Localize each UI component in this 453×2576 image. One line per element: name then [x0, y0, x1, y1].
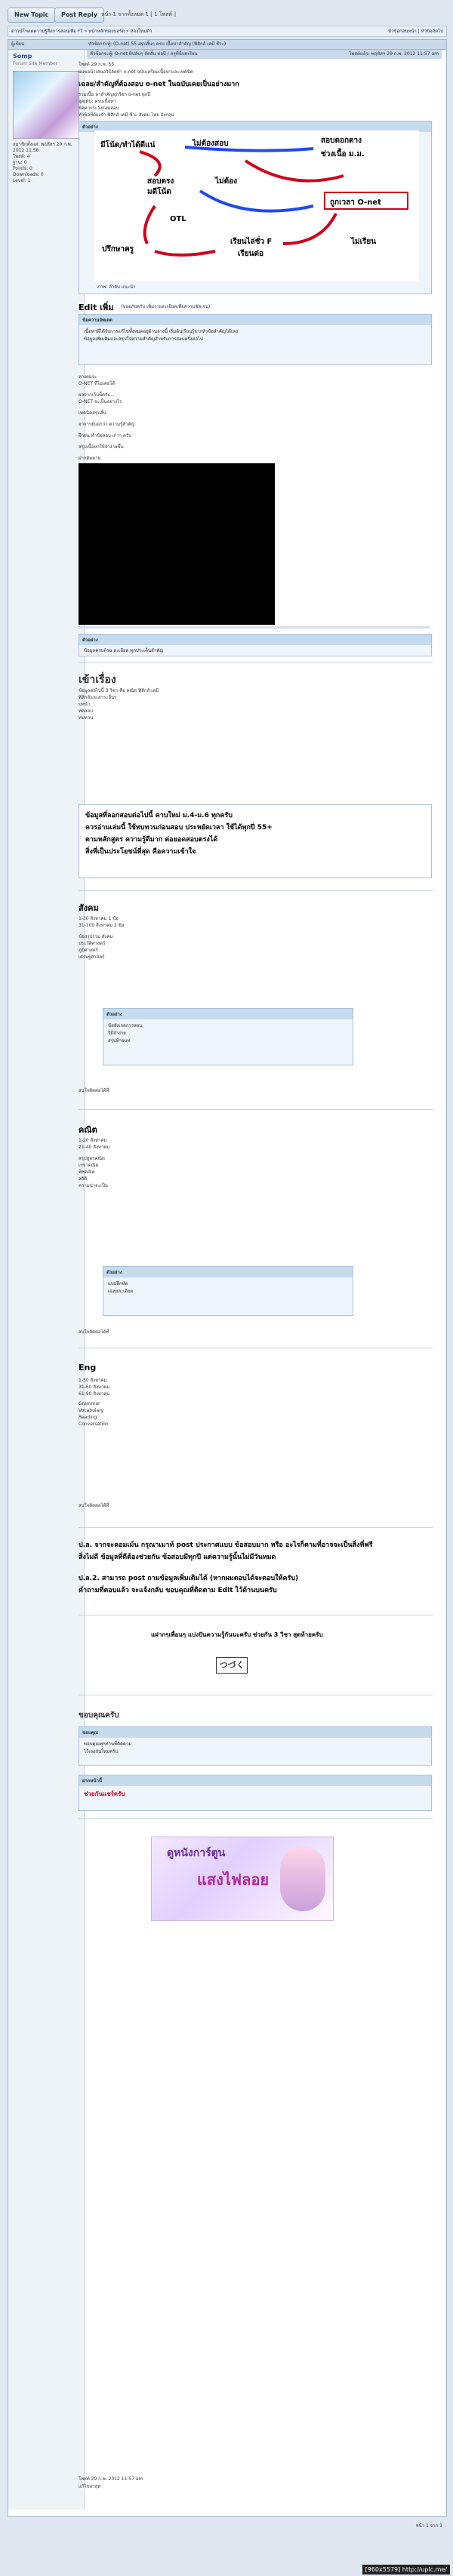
- s3-line-7: Conversation: [79, 1422, 109, 1427]
- flow-diagram-svg: [94, 131, 419, 281]
- hl-line-1: ข้อมูลต่อไปนี้ 3 วิชา คือ คณิต ฟิสิกส์ เคมี: [79, 688, 159, 693]
- intro-line: โพสต์ 29 ก.พ. 55: [79, 62, 115, 67]
- arrow-red-2: [245, 161, 344, 181]
- diagram-box-title: ตัวอย่าง: [79, 121, 431, 132]
- continue-badge: つづく: [216, 1657, 248, 1674]
- diagram-text-4: ช่วงเนื้อ ม.ม.: [321, 150, 365, 158]
- diagram-text-13: OTL: [170, 215, 186, 223]
- flow-diagram: [94, 131, 419, 281]
- post-reply-button[interactable]: Post Reply: [54, 8, 104, 23]
- section-1-box: [103, 1008, 353, 1065]
- s1-line-2: 31-100 สิงหาคม 2 ข้อ: [79, 923, 125, 928]
- s3-line-1: 1-30 สิงหาคม: [79, 1378, 107, 1383]
- arrow-red-3: [145, 206, 155, 244]
- subject-bar-text: หัวข้อกระทู้: O-net ทิปลับๆ ลัดสั้น ต่อปี / ครูที่นี่บทเรียน: [90, 51, 198, 57]
- special-box: [79, 804, 432, 878]
- hl-line-2: ฟิสิกส์และสาระอื่นๆ: [79, 695, 117, 700]
- diagram-box: [79, 121, 432, 294]
- hl-line-4: ทดสอบ: [79, 709, 93, 714]
- note-1: ป.ล. จากจะคอมเม้น กรุณาเมาท์ post ประกาศแบบ ข้อสอบมาก หรือ อะไรก็ตามที่อาจจะเป็นสิ่งที่ฟรี: [79, 1542, 373, 1549]
- edit-text: (ขออภัยครับ เพิ่มรายละเอียดเพื่อความชัดเจน): [121, 304, 211, 309]
- s1-line-3: ข้อสรุปรวม สังคม: [79, 934, 113, 939]
- diagram-text-10: เรียนไล่ชั่ว F: [230, 238, 273, 246]
- bullet-2: จุดเด่น: ครบเนื้อหา: [79, 99, 116, 104]
- special-line-4: สิ่งที่เป็นประโยชน์ที่สุด คือความเข้าใจ: [85, 848, 196, 856]
- s2-line-5: พีชคณิต: [79, 1170, 95, 1175]
- arrow-red-5: [155, 251, 215, 255]
- closing-box-line-1: ขอบคุณทุกท่านที่ติดตาม: [84, 1741, 132, 1747]
- post-subject-bar: [87, 50, 442, 59]
- s1-line-1: 1-30 สิงหาคม 1 ข้อ: [79, 916, 119, 921]
- share-line: แฝากๆเพื่อนๆ แบ่งปันความรู้กันนะครับ ช่วยกัน 3 วิชา สุดท้ายครับ: [151, 1631, 323, 1638]
- author-rank: Forum Site Member: [13, 61, 58, 66]
- post-footer-note: แก้ไขล่าสุด: [79, 2484, 101, 2489]
- banner-subtitle: แสงไฟลอย: [197, 1871, 270, 1889]
- s2-footer[interactable]: สนใจติดต่อได้ที่: [79, 1329, 109, 1335]
- s2-line-1: 1-20 สิงหาคม: [79, 1138, 107, 1143]
- s1-box-line-1: ข้อสังเกตการสอบ: [108, 1023, 143, 1028]
- banner-character: [280, 1846, 325, 1911]
- para-6: อาจารย์บอกว่า ความรู้สำคัญ: [79, 422, 135, 427]
- arrow-blue-2: [200, 191, 313, 211]
- avatar: [13, 71, 79, 139]
- diagram-text-5: สอบตรง: [147, 177, 174, 186]
- diagram-text-2: สอบตอกตาง: [321, 137, 362, 145]
- watermark: [960x5579] http://upic.me/: [362, 2565, 450, 2574]
- signature-box-title: ฝากหน้านี้: [79, 1775, 431, 1786]
- diagram-text-9: ปรึกษาครู: [102, 245, 134, 254]
- new-topic-button[interactable]: New Topic: [8, 8, 55, 23]
- closing-box: [79, 1726, 432, 1766]
- update-box-title: ข้อความอัพเดต: [79, 315, 431, 325]
- s1-box-line-2: วิธีจำง่าย: [108, 1031, 126, 1036]
- update-box: [79, 314, 432, 365]
- para-1: ทางผมจะ: [79, 374, 97, 380]
- hl-line-3: บทนำ: [79, 702, 91, 707]
- note-1b: สิ่งไม่ดี ข้อมูลที่ดีต้องช่วยกัน ข้อสอบมีทุกปี แต่ความรู้นั้นไม่มีวันหมด: [79, 1554, 276, 1561]
- diagram-text-6: มดีโน้ต: [147, 188, 171, 196]
- signature-line: ช่วยกันแชร์ครับ: [84, 1791, 125, 1797]
- para-3: ผลจากเว็บนี้ครับ...: [79, 392, 115, 398]
- top-toolbar: [8, 6, 445, 26]
- divider-3: [79, 1109, 433, 1110]
- gap-line: [79, 626, 430, 629]
- s1-line-6: เศรษฐศาสตร์: [79, 954, 105, 960]
- arrow-red-4: [283, 214, 336, 244]
- para-4: O-NET จะเป็นอย่างไร: [79, 399, 122, 404]
- edit-label: Edit เพิ่ม: [79, 303, 114, 312]
- bullet-3: ข้อควรระวังก่อนสอบ: [79, 106, 119, 111]
- diagram-text-1: มีโน้ต/ทำได้ดีแน่: [100, 141, 156, 149]
- breadcrumb-right[interactable]: หัวข้อก่อนหน้า | หัวข้อถัดไป: [387, 29, 443, 34]
- embedded-video[interactable]: [79, 463, 275, 625]
- breadcrumb: [8, 26, 447, 37]
- s2-line-6: สถิติ: [79, 1176, 88, 1182]
- special-line-3: ตามหลักสูตร ความรู้ดีมาก ต่อยอดสอบตรงได้: [85, 836, 218, 844]
- diagram-caption: ภาพ: ลำดับ แนะนำ: [97, 284, 136, 290]
- author-stats: สมาชิกตั้งแต่: พฤหัสฯ 29 ก.พ. 2012 11:58 โพสต์: 4 ฐาน: 0 Points: 0 Downloads: 0 Level: 1: [13, 142, 72, 183]
- footer-bar: [0, 2558, 453, 2576]
- s1-box-line-3: สรุปท้ายบท: [108, 1038, 131, 1044]
- section-2-box: [103, 1266, 353, 1316]
- special-line-2: ควรอ่านเล่มนี้ ใช้ทบทวนก่อนสอบ ประหยัดเวลา ใช้ได้ทุกปี 55+: [85, 824, 273, 832]
- post-subject: หัวข้อกระทู้: (O-net) 55 สรุปสั้นๆ ครบ เนื้อหาสำคัญ (ฟิสิกส์ เคมี ชีวะ): [88, 41, 226, 47]
- signature-banner[interactable]: [151, 1837, 334, 1921]
- breadcrumb-left[interactable]: ดาวน์โหลดความรู้สื่อการสอนเพื่อ FT » หน้าหลักของบอร์ด » ห้องใหม่ตัว: [11, 29, 153, 34]
- promo-box: [79, 634, 432, 656]
- para-7: ฝึกฝน ทำข้อสอบ เก่าๆ ครับ: [79, 433, 131, 438]
- post-footer-meta: โพสต์ 29 ก.พ. 2012 11:57 am: [79, 2476, 143, 2482]
- divider-8: [79, 1818, 433, 1819]
- s2-line-4: เรขาคณิต: [79, 1163, 99, 1168]
- s3-line-2: 31-60 สิงหาคม: [79, 1385, 110, 1390]
- update-line-1: เนื้อหาที่ได้รับการแก้ไขทั้งหมดอยู่ด้านล่างนี้ เริ่มต้นเรียนรู้จากหัวข้อสำคัญได้เลย: [84, 329, 239, 334]
- author-col-label: ผู้เขียน: [11, 41, 25, 47]
- s1-box-title: ตัวอย่าง: [103, 1009, 353, 1019]
- intro-line-2: ผมขอนำเสนอวิธีลัดทำ o-net ฉบับเตรียมเนื้อหาและเทคนิค: [79, 69, 193, 75]
- divider-2: [79, 890, 433, 891]
- note-2b: คำถามที่ตอบแล้ว จะแจ้งกลับ ขอบคุณที่ติดตาม Edit ไว้ด้านบนครับ: [79, 1587, 277, 1594]
- bullet-4: หัวข้อที่ต้องจำ ฟิสิกส์ เคมี ชีวะ สังคม ไทย อังกฤษ: [79, 112, 174, 118]
- diagram-text-7: ไม่ต้อง: [215, 177, 238, 186]
- pager-label: หน้า 1 จาก 1: [415, 2523, 442, 2528]
- bottom-pager: [8, 2522, 445, 2532]
- divider-5: [79, 1527, 433, 1528]
- note-2: ป.ล.2. สามารถ post ถามข้อมูลเพิ่มเติมได้ (หากผมตอบได้จะตอบให้ครับ): [79, 1575, 299, 1582]
- diagram-text-8: ถูกเวลา O-net: [330, 198, 381, 207]
- para-2: O-NET ที่ไม่เคยได้: [79, 381, 116, 386]
- diagram-text-3: ไม่ต้องสอบ: [193, 140, 229, 148]
- closing-title: ขอบคุณครับ: [79, 1711, 119, 1720]
- diagram-text-12: ไม่เรียน: [351, 238, 377, 246]
- special-line-1: ข้อมูลที่ลอกสอบต่อไปนี้ คาบใหม่ ม.4-ม.6 ทุกครับ: [85, 812, 233, 819]
- para-9: ฝากติดตาม: [79, 456, 101, 461]
- page-count-label: หน้า 1 จากทั้งหมด 1 [ 1 โพสต์ ]: [101, 11, 176, 17]
- banner-title: ดูหนังการ์ตูน: [167, 1847, 226, 1859]
- s2-line-3: สรุปสูตรคณิต: [79, 1156, 105, 1161]
- bullet-1: รวมเนื้อ หาสำคัญทุกวิชา o-net ทุกปี: [79, 92, 151, 97]
- s2-line-2: 21-40 สิงหาคม: [79, 1145, 110, 1150]
- hl-line-5: ทบทวน: [79, 715, 94, 721]
- author-name[interactable]: Somp: [13, 53, 32, 60]
- arrow-red-1: [140, 152, 160, 176]
- para-8: สรุปเนื้อหาให้จำง่ายขึ้น: [79, 444, 124, 450]
- s2-box-title: ตัวอย่าง: [103, 1267, 353, 1277]
- closing-box-line-2: ไว้เจอกันใหม่ครับ: [84, 1749, 119, 1754]
- divider-1: [79, 662, 433, 663]
- promo-box-line: ข้อมูลครบถ้วน ละเอียด ทุกประเด็นสำคัญ: [84, 648, 164, 653]
- s1-line-5: ภูมิศาสตร์: [79, 948, 98, 953]
- s3-footer[interactable]: สนใจติดต่อได้ที่: [79, 1503, 109, 1508]
- post-meta: โพสต์แล้ว: พฤหัสฯ 29 ก.พ. 2012 11:57 am: [349, 51, 439, 57]
- para-5: เทคนิคสรุปสั้น: [79, 410, 106, 416]
- s3-line-5: Vocabulary: [79, 1408, 104, 1413]
- arrow-blue-1: [185, 147, 313, 151]
- s1-line-4: ประวัติศาสตร์: [79, 941, 106, 946]
- update-line-2: ข้อมูลเพิ่มเติมและสรุปใจความสำคัญสำหรับการสอบครั้งต่อไป: [84, 337, 203, 342]
- headline: เฉลย/สำคัญที่ต้องสอบ o-net ในฉบับเคยเป็นอย่างมาก: [79, 81, 239, 88]
- s3-line-6: Reading: [79, 1415, 97, 1420]
- s2-box-line-2: เฉลยละเอียด: [108, 1289, 134, 1294]
- s2-box-line-1: แบบฝึกหัด: [108, 1281, 128, 1286]
- section-header-highlight: เข้าเรื่อง: [79, 674, 116, 686]
- s2-line-7: ความน่าจะเป็น: [79, 1183, 108, 1188]
- s1-footer[interactable]: สนใจติดต่อได้ที่: [79, 1088, 109, 1093]
- section-2-title: คณิต: [79, 1125, 97, 1135]
- update-box-body: [79, 325, 431, 346]
- promo-box-title: ตัวอย่าง: [79, 635, 431, 645]
- section-3-title: Eng: [79, 1363, 97, 1373]
- signature-box: [79, 1775, 432, 1811]
- closing-box-title: ขอบคุณ: [79, 1727, 431, 1738]
- s3-line-4: Grammar: [79, 1401, 100, 1406]
- diagram-text-11: เรียนต่อ: [238, 250, 263, 258]
- section-1-title: สังคม: [79, 903, 99, 913]
- s3-line-3: 61-90 สิงหาคม: [79, 1391, 110, 1397]
- post-body: [87, 50, 442, 59]
- post-header: [8, 40, 446, 50]
